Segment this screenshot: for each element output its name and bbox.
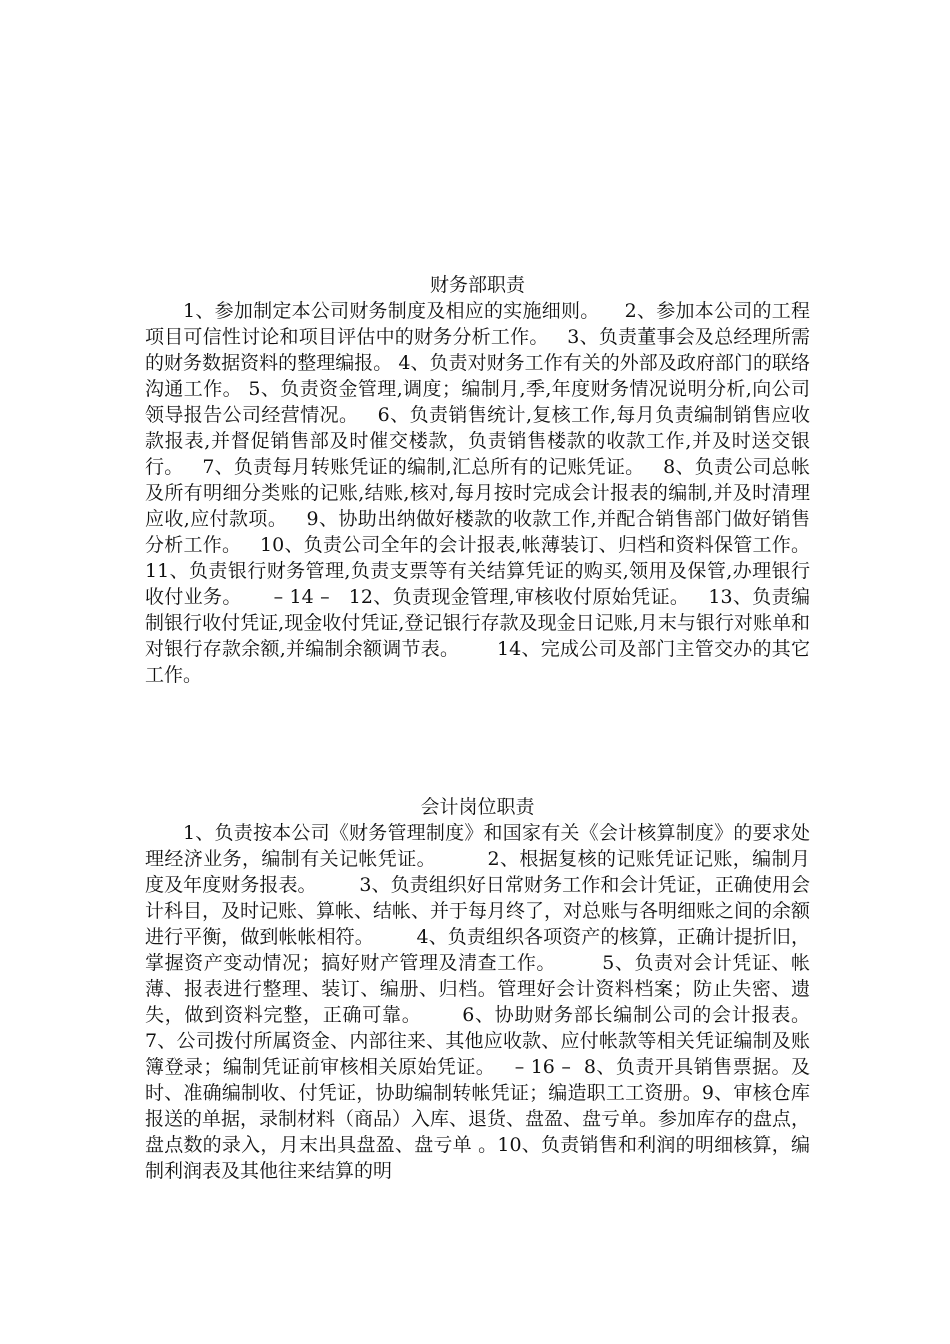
section-finance-dept-duties	[145, 272, 810, 688]
section-body: 1、参加制定本公司财务制度及相应的实施细则。 2、参加本公司的工程项目可信性讨论和项目评估中的财务分析工作。 3、负责董事会及总经理所需的财务数据资料的整理编报。 4、负责对财务工作有关的外部及政府部门的联络沟通工作。 5、负责资金管理,调度；编制月,季,年度财务情况说明分析,向公司领导报告公司经营情况。 6、负责销售统计,复核工作,每月负责编制销售应收款报表,并督促销售部及时催交楼款，负责销售楼款的收款工作,并及时送交银行。 7、负责每月转账凭证的编制,汇总所有的记账凭证。 8、负责公司总帐及所有明细分类账的记账,结账,核对,每月按时完成会计报表的编制,并及时清理应收,应付款项。 9、协助出纳做好楼款的收款工作,并配合销售部门做好销售分析工作。 10、负责公司全年的会计报表,帐薄装订、归档和资料保管工作。11、负责银行财务管理,负责支票等有关结算凭证的购买,领用及保管,办理银行收付业务。 – 14 – 12、负责现金管理,审核收付原始凭证。 13、负责编制银行收付凭证,现金收付凭证,登记银行存款及现金日记账,月末与银行对账单和对银行存款余额,并编制余额调节表。 14、完成公司及部门主管交办的其它工作。	[145, 300, 810, 686]
section-title: 财务部职责	[429, 274, 525, 296]
section-body: 1、负责按本公司《财务管理制度》和国家有关《会计核算制度》的要求处理经济业务，编制有关记帐凭证。 2、根据复核的记账凭证记账，编制月度及年度财务报表。 3、负责组织好日常财务工作和会计凭证，正确使用会计科目，及时记账、算帐、结帐、并于每月终了，对总账与各明细账之间的余额进行平衡，做到帐帐相符。 4、负责组织各项资产的核算，正确计提折旧，掌握资产变动情况；搞好财产管理及清查工作。 5、负责对会计凭证、帐薄、报表进行整理、装订、编册、归档。管理好会计资料档案；防止失密、遗失，做到资料完整，正确可靠。 6、协助财务部长编制公司的会计报表。 7、公司拨付所属资金、内部往来、其他应收款、应付帐款等相关凭证编制及账簿登录；编制凭证前审核相关原始凭证。 – 16 – 8、负责开具销售票据。及时、准确编制收、付凭证，协助编制转帐凭证；编造职工工资册。9、审核仓库报送的单据，录制材料（商品）入库、退货、盘盈、盘亏单。参加库存的盘点，盘点数的录入，月末出具盘盈、盘亏单 。10、负责销售和利润的明细核算，编制利润表及其他往来结算的明	[145, 822, 853, 1182]
section-title: 会计岗位职责	[420, 796, 535, 818]
section-accountant-duties	[145, 794, 853, 1184]
